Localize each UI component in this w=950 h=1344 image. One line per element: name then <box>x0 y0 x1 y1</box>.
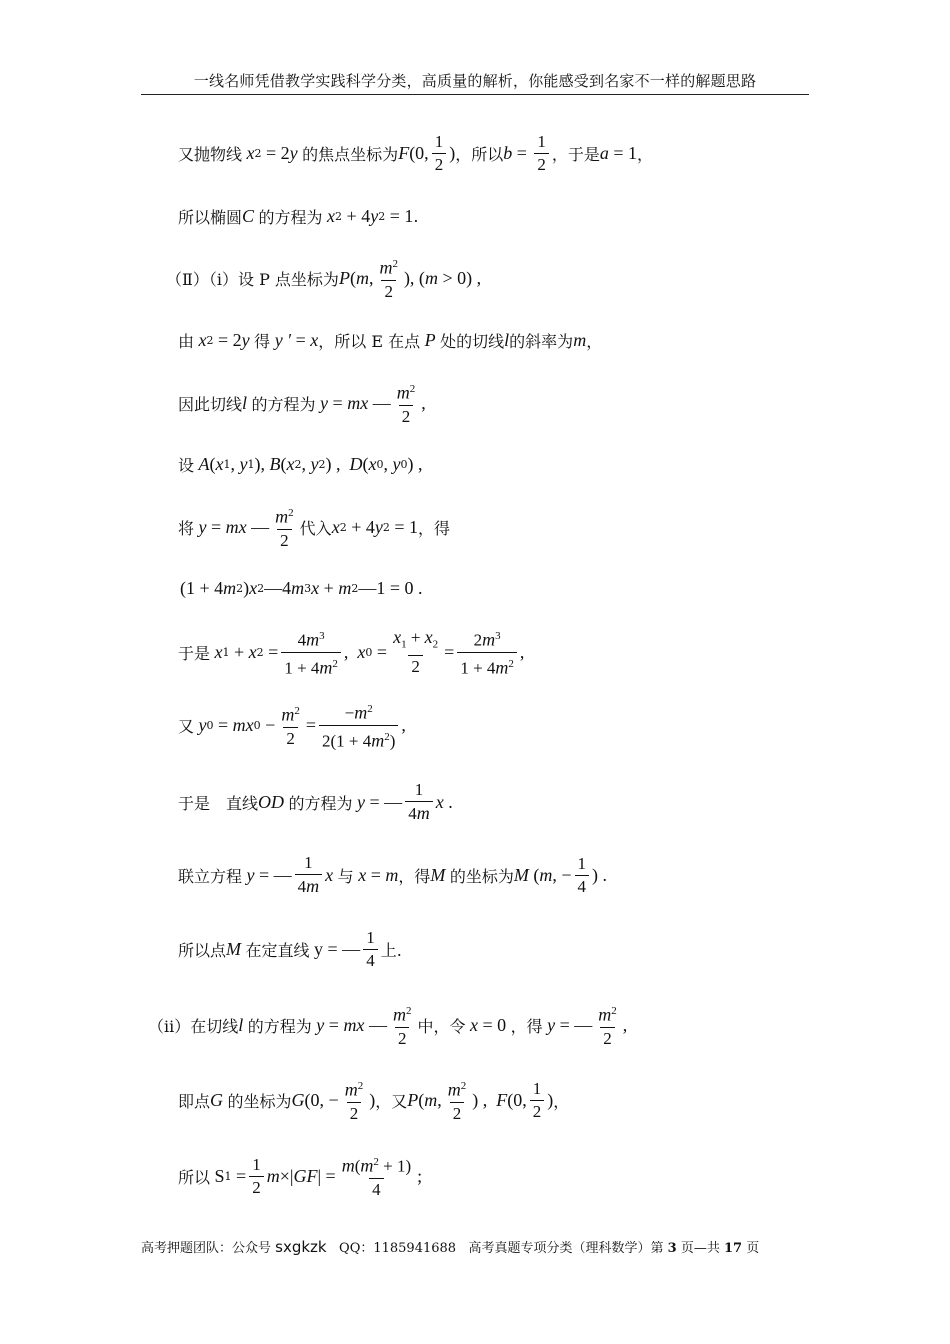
line-substitute: 将 y = mx — $\frac{m^2}{2}$ 代入 x 2 + 4 y 2 = 1 ，得 <box>178 506 451 550</box>
account-name: sxgkzk <box>275 1238 327 1256</box>
line-area-s1: 所以 S 1 = $\frac{1}{2}$ m ×| GF | = $\frac{m(m^2 + 1)}{4}$ ; <box>178 1154 423 1199</box>
line-derivative: 由 x 2 = 2 y 得 y ′ = x ，所以 E 在点 P 处的切线 l 的斜率为 m ， <box>178 329 603 351</box>
page-total: 17 <box>723 1241 743 1256</box>
line-fixed-line: 所以点 M 在定直线 y = — $\frac{1}{4}$ 上. <box>178 927 402 970</box>
line-point-g: 即点 G 的坐标为 G (0, − $\frac{m^2}{2}$ ) ，又 P ( m , $\frac{m^2}{2}$ ) , F (0, $\frac{1}{2}$ ) ， <box>178 1078 570 1123</box>
line-y0: 又 y 0 = mx 0 − $\frac{m^2}{2}$ = $\frac{-m^2}{2(1 + 4m^2)}$ , <box>178 702 406 751</box>
line-quadratic: (1 + 4 m 2 ) x 2 —4 m 3 x + m 2 —1 = 0 . <box>180 577 423 598</box>
header-rule <box>141 94 809 95</box>
line-vieta: 于是 x 1 + x 2 = $\frac{4m^3}{1 + 4m^2}$ , x 0 = $\frac{x_1 + x_2}{2}$ = $\frac{2m^3}{1 + 4m^2}$ , <box>178 626 525 678</box>
page-number: 3 <box>667 1241 677 1256</box>
line-ellipse-equation: 所以椭圆 C 的方程为 x 2 + 4 y 2 = 1 . <box>178 205 419 227</box>
page-header: 一线名师凭借教学实践科学分类，高质量的解析，你能感受到名家不一样的解题思路 <box>193 72 757 90</box>
line-tangent-equation: 因此切线 l 的方程为 y = mx — $\frac{m^2}{2}$ , <box>178 382 426 426</box>
line-parabola-focus: 又抛物线 x 2 = 2 y 的焦点坐标为 F (0, $\frac{1}{2}$ ) ，所以 b = $\frac{1}{2}$ ，于是 a = 1 ， <box>178 131 654 174</box>
line-od-equation: 于是 直线 OD 的方程为 y = — $\frac{1}{4m}$ x . <box>178 780 453 823</box>
line-point-m: 联立方程 y = — $\frac{1}{4m}$ x 与 x = m ，得 M 的坐标为 M ( m , − $\frac{1}{4}$ ) . <box>178 853 608 896</box>
line-part-two-point-p: （Ⅱ）（ⅰ）设 P 点坐标为 P ( m , $\frac{m^2}{2}$ ), ( m > 0) , <box>166 257 482 301</box>
line-set-points: 设 A ( x 1 , y 1 ), B ( x 2 , y 2 ) , D ( x 0 , y 0 ) , <box>178 453 423 475</box>
line-part-ii-tangent: （ⅱ）在切线 l 的方程为 y = mx — $\frac{m^2}{2}$ 中，令 x = 0 ，得 y = — $\frac{m^2}{2}$ , <box>148 1004 628 1048</box>
page-footer: 高考押题团队：公众号 sxgkzk QQ：1185941688 高考真题专项分类（理科数学）第 3 页—共 17 页 <box>141 1238 760 1256</box>
